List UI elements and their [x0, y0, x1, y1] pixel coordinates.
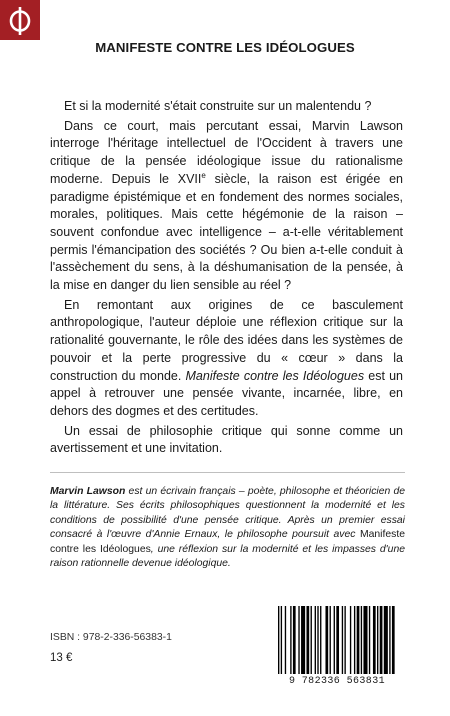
- barcode-bar: [293, 606, 296, 674]
- barcode-digits: 9 782336 563831: [288, 676, 385, 687]
- publisher-logo-phi-icon: [0, 0, 40, 40]
- book-title: MANIFESTE CONTRE LES IDÉOLOGUES: [95, 40, 355, 55]
- price-text: 13 €: [50, 652, 73, 664]
- barcode-bar: [290, 606, 291, 674]
- author-bio: Marvin Lawson est un écrivain français – poète, philosophe et théoricien de la littérature. Ses écrits philosophiques questionnent la modernité et les conditions de possibilité d'une pensée critique. Après un premier essai consacré à l'œuvre d'Annie Ernaux, le philosophe poursuit avec Manifeste contre les Idéologues, une réflexion sur la modernité et les impasses d'une raison rationnelle devenue idéologique.: [50, 486, 405, 570]
- barcode: [270, 598, 404, 698]
- barcode-bar: [380, 606, 383, 674]
- barcode-bar: [350, 606, 351, 674]
- barcode-bar: [298, 606, 299, 674]
- barcode-bar: [344, 606, 345, 674]
- blurb-paragraph-3: En remontant aux origines de ce basculement anthropologique, l'auteur déploie une réflexion critique sur la rationalité gouvernante, le rôle des idées dans les systèmes de pouvoir et la perte progressive du « cœur » dans la construction du monde. Manifeste contre les Idéologues est un appel à retrouver une pensée vivante, incarnée, libre, en dehors des dogmes et des certitudes.: [50, 297, 403, 418]
- barcode-bar: [278, 606, 279, 674]
- barcode-bar: [342, 606, 343, 674]
- barcode-bar: [377, 606, 378, 674]
- blurb-paragraph-1: Et si la modernité s'était construite sur un malentendu ?: [64, 99, 372, 113]
- barcode-bar: [317, 606, 318, 674]
- barcode-bar: [369, 606, 370, 674]
- barcode-bar: [392, 606, 395, 674]
- barcode-bar: [281, 606, 282, 674]
- barcode-bar: [325, 606, 328, 674]
- barcode-bar: [315, 606, 316, 674]
- barcode-bar: [336, 606, 339, 674]
- isbn-text: ISBN : 978-2-336-56383-1: [50, 632, 172, 643]
- barcode-bar: [357, 606, 360, 674]
- barcode-bar: [285, 606, 286, 674]
- book-title-italic: Manifeste contre les Idéologues: [185, 368, 365, 383]
- barcode-bar: [330, 606, 331, 674]
- section-divider: [50, 472, 405, 473]
- bio-book-title: Manifeste contre les Idéologues: [50, 529, 405, 555]
- barcode-bar: [354, 606, 355, 674]
- author-name: Marvin Lawson: [50, 486, 126, 497]
- back-cover-blurb: [50, 98, 403, 458]
- barcode-bar: [361, 606, 362, 674]
- barcode-bar: [334, 606, 335, 674]
- barcode-bar: [301, 606, 305, 674]
- barcode-bar: [389, 606, 390, 674]
- barcode-bar: [373, 606, 376, 674]
- barcode-bar: [306, 606, 309, 674]
- barcode-bar: [384, 606, 388, 674]
- barcode-bars: [278, 606, 396, 674]
- superscript-e: e: [201, 170, 206, 180]
- barcode-bar: [363, 606, 367, 674]
- barcode-bar: [311, 606, 312, 674]
- barcode-bar: [320, 606, 321, 674]
- blurb-paragraph-2: Dans ce court, mais percutant essai, Marvin Lawson interroge l'héritage intellectuel de l'Occident à travers une critique de la pensée idéologique issue du rationalisme moderne. Depuis le XVIIe siècle, la raison est érigée en paradigme épistémique et en fondement des normes sociales, morales, politiques. Mais cette hégémonie de la raison – souvent confondue avec intelligence – a-t-elle véritablement permis l'émancipation des sociétés ? Ou bien a-t-elle conduit à l'assèchement du sens, à la déshumanisation de la pensée, à la mise en danger du lien sensible au réel ?: [50, 118, 403, 293]
- blurb-paragraph-4: Un essai de philosophie critique qui sonne comme un avertissement et une invitation.: [50, 423, 403, 456]
